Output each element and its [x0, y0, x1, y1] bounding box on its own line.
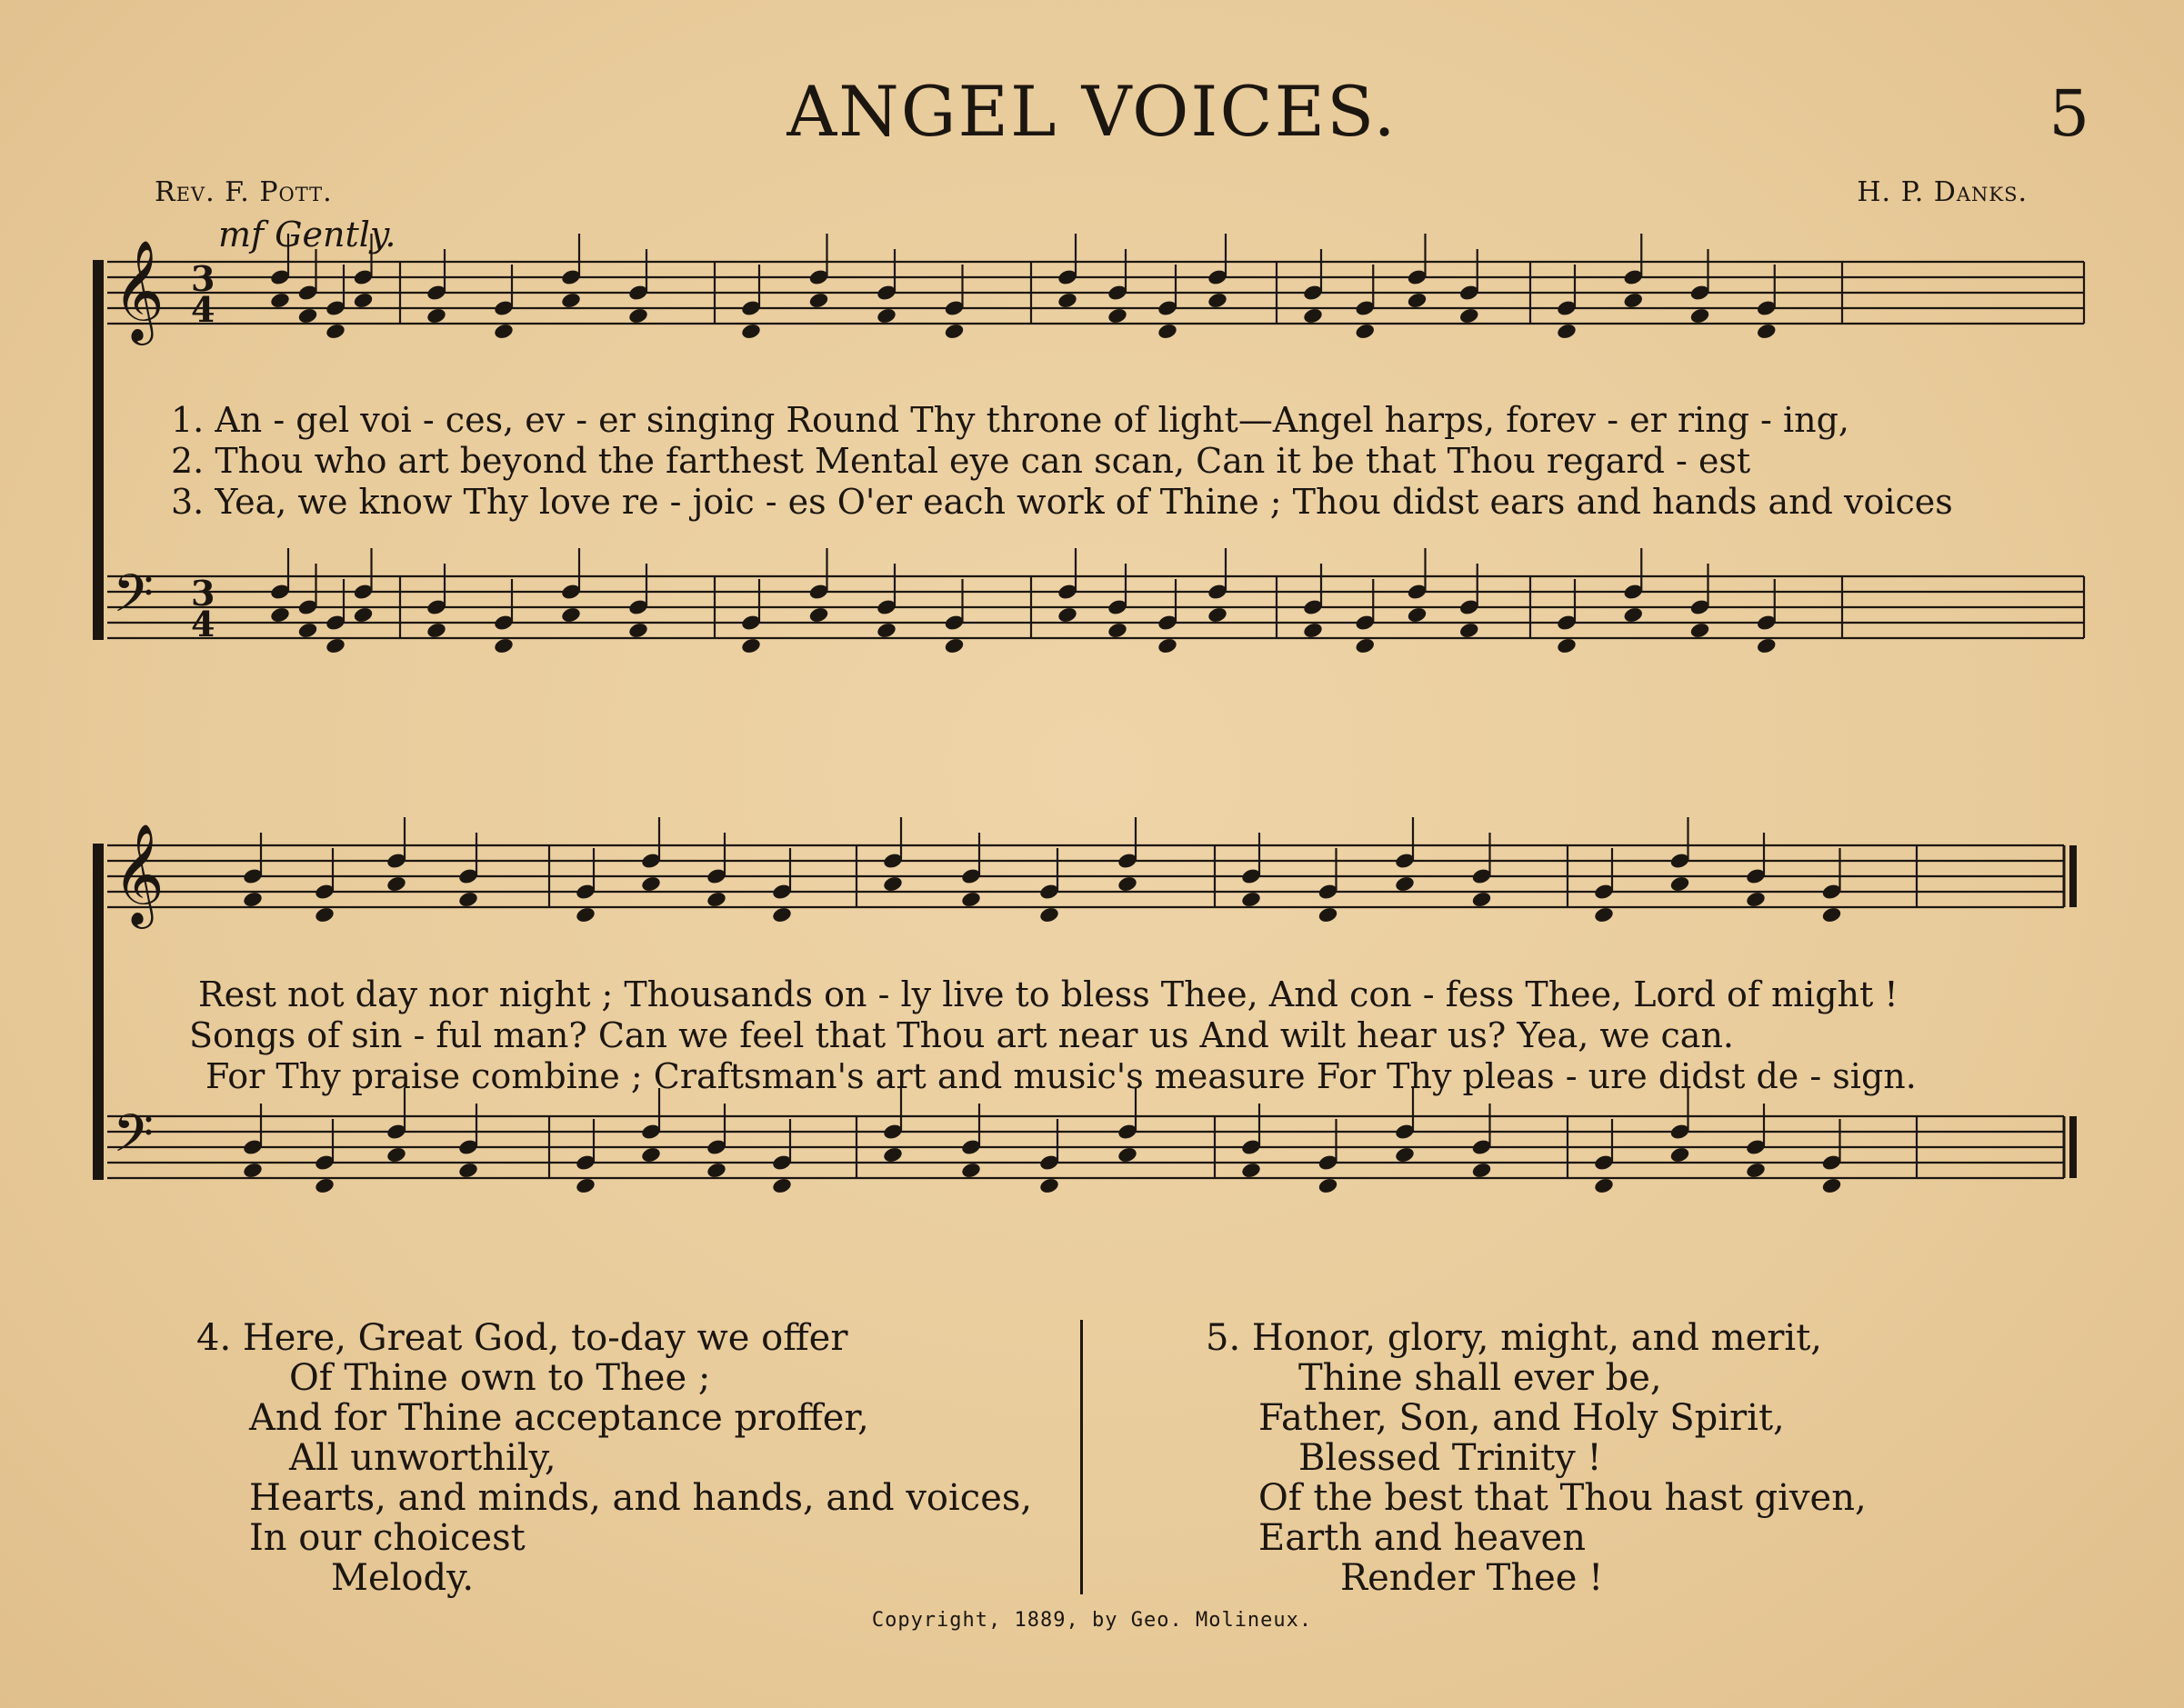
note-head: [1745, 1162, 1767, 1180]
final-bar-line: [2069, 1116, 2077, 1178]
note-head: [1317, 906, 1339, 924]
note-head: [1157, 637, 1178, 655]
note-head: [627, 307, 649, 325]
note-head: [560, 606, 582, 624]
stanza-4-line: Melody.: [331, 1557, 475, 1599]
copyright-notice: Copyright, 1889, by Geo. Molineux.: [871, 1609, 1313, 1632]
note-head: [1354, 323, 1376, 341]
note-head: [353, 292, 375, 310]
note-head: [960, 1162, 982, 1180]
note-head: [1669, 1146, 1691, 1164]
note-head: [808, 606, 830, 624]
system2-lyric-verse-1: Rest not day nor night ; Thousands on - ly live to bless Thee, And con - fess Thee, Lord of might !: [198, 974, 1898, 1014]
stanza-4-line: In our choicest: [249, 1517, 526, 1559]
note-head: [325, 323, 346, 341]
note-head: [1622, 606, 1644, 624]
note-head: [426, 622, 447, 640]
note-head: [1821, 906, 1843, 924]
note-head: [1622, 292, 1644, 310]
time-signature-bottom: 4: [191, 289, 215, 330]
note-head: [353, 606, 375, 624]
note-head: [457, 891, 479, 909]
stanza-4-line: All unworthily,: [289, 1437, 556, 1479]
note-head: [1471, 1162, 1493, 1180]
system-brace: [93, 260, 104, 640]
note-head: [1317, 1177, 1339, 1195]
note-head: [1117, 875, 1138, 894]
note-head: [1407, 606, 1428, 624]
bass-clef-icon: 𝄢: [113, 563, 155, 637]
tempo-marking: mf Gently.: [218, 215, 396, 255]
note-head: [1756, 323, 1778, 341]
note-head: [297, 307, 319, 325]
time-signature-top: 3: [191, 573, 215, 614]
note-head: [882, 875, 904, 894]
stanza-5-line: Earth and heaven: [1258, 1517, 1586, 1559]
stanza-4: [196, 1318, 1032, 1598]
note-head: [771, 906, 793, 924]
note-head: [1756, 637, 1778, 655]
note-head: [1407, 292, 1428, 310]
note-head: [314, 1177, 336, 1195]
composer-credit: H. P. Danks.: [1857, 176, 2028, 208]
stanza-5-line: Of the best that Thou hast given,: [1258, 1477, 1867, 1519]
note-head: [1458, 622, 1480, 640]
stanza-4-line: 4. Here, Great God, to-day we offer: [196, 1317, 848, 1359]
note-head: [1394, 1146, 1416, 1164]
note-head: [1038, 906, 1060, 924]
stanza-5-line: Father, Son, and Holy Spirit,: [1258, 1397, 1785, 1439]
note-head: [876, 307, 897, 325]
note-head: [740, 637, 762, 655]
note-head: [269, 606, 291, 624]
final-bar-line: [2069, 845, 2077, 907]
note-head: [1157, 323, 1178, 341]
note-head: [1107, 307, 1128, 325]
note-head: [386, 875, 407, 894]
stanza-5: [1206, 1318, 1867, 1598]
note-head: [575, 1177, 596, 1195]
note-head: [1471, 891, 1493, 909]
stanza-5-line: 5. Honor, glory, might, and merit,: [1206, 1317, 1822, 1359]
time-signature-bottom: 4: [191, 604, 215, 644]
note-head: [1556, 637, 1578, 655]
note-head: [1240, 1162, 1262, 1180]
note-head: [740, 323, 762, 341]
note-head: [944, 637, 966, 655]
lyricist-credit: Rev. F. Pott.: [155, 176, 333, 208]
time-signature-top: 3: [191, 258, 215, 299]
note-head: [1669, 875, 1691, 894]
stanza-5-line: Blessed Trinity !: [1298, 1437, 1602, 1479]
system1-lyric-verse-2: 2. Thou who art beyond the farthest Mental eye can scan, Can it be that Thou regard - est: [171, 441, 1751, 481]
stanza-4-line: And for Thine acceptance proffer,: [249, 1397, 869, 1439]
note-head: [1354, 637, 1376, 655]
treble-clef-icon: 𝄞: [113, 823, 165, 924]
note-head: [297, 622, 319, 640]
note-head: [1302, 622, 1324, 640]
note-head: [457, 1162, 479, 1180]
note-head: [1107, 622, 1128, 640]
note-head: [1117, 1146, 1138, 1164]
note-head: [1689, 307, 1711, 325]
note-head: [1593, 906, 1615, 924]
note-head: [1302, 307, 1324, 325]
note-head: [560, 292, 582, 310]
stanza-5-line: Render Thee !: [1340, 1557, 1604, 1599]
page-number: 5: [2049, 76, 2089, 151]
note-head: [1689, 622, 1711, 640]
stanza-5-line: Thine shall ever be,: [1298, 1357, 1662, 1399]
stanza-4-line: Hearts, and minds, and hands, and voices,: [249, 1477, 1033, 1519]
note-head: [876, 622, 897, 640]
note-head: [882, 1146, 904, 1164]
treble-clef-icon: 𝄞: [113, 239, 165, 341]
note-head: [1556, 323, 1578, 341]
note-head: [386, 1146, 407, 1164]
note-head: [269, 292, 291, 310]
hymn-title: ANGEL VOICES.: [786, 71, 1398, 152]
note-head: [1458, 307, 1480, 325]
note-head: [706, 891, 727, 909]
note-head: [1821, 1177, 1843, 1195]
note-head: [1057, 606, 1078, 624]
note-head: [493, 323, 515, 341]
system1-lyric-verse-1: 1. An - gel voi - ces, ev - er singing Round Thy throne of light—Angel harps, forev - er ring - ing,: [171, 400, 1850, 440]
system2-lyric-verse-2: Songs of sin - ful man? Can we feel that Thou art near us And wilt hear us? Yea, we can.: [189, 1015, 1735, 1055]
note-head: [1240, 891, 1262, 909]
note-head: [242, 891, 264, 909]
note-head: [1745, 891, 1767, 909]
note-head: [706, 1162, 727, 1180]
note-head: [325, 637, 346, 655]
note-head: [314, 906, 336, 924]
stanza-divider: [1080, 1320, 1083, 1594]
note-head: [1207, 292, 1228, 310]
note-head: [640, 875, 662, 894]
system1-lyric-verse-3: 3. Yea, we know Thy love re - joic - es O'er each work of Thine ; Thou didst ears and hands and voices: [171, 482, 1953, 522]
system-brace: [93, 844, 104, 1180]
note-head: [960, 891, 982, 909]
note-head: [242, 1162, 264, 1180]
note-head: [944, 323, 966, 341]
note-head: [808, 292, 830, 310]
note-head: [1394, 875, 1416, 894]
note-head: [1207, 606, 1228, 624]
note-head: [627, 622, 649, 640]
note-head: [1593, 1177, 1615, 1195]
note-head: [1057, 292, 1078, 310]
note-head: [640, 1146, 662, 1164]
note-head: [426, 307, 447, 325]
note-head: [1038, 1177, 1060, 1195]
note-head: [575, 906, 596, 924]
system2-lyric-verse-3: For Thy praise combine ; Craftsman's art and music's measure For Thy pleas - ure didst de - sign.: [205, 1056, 1917, 1096]
note-head: [493, 637, 515, 655]
bass-clef-icon: 𝄢: [113, 1103, 155, 1177]
note-head: [771, 1177, 793, 1195]
stanza-4-line: Of Thine own to Thee ;: [289, 1357, 711, 1399]
